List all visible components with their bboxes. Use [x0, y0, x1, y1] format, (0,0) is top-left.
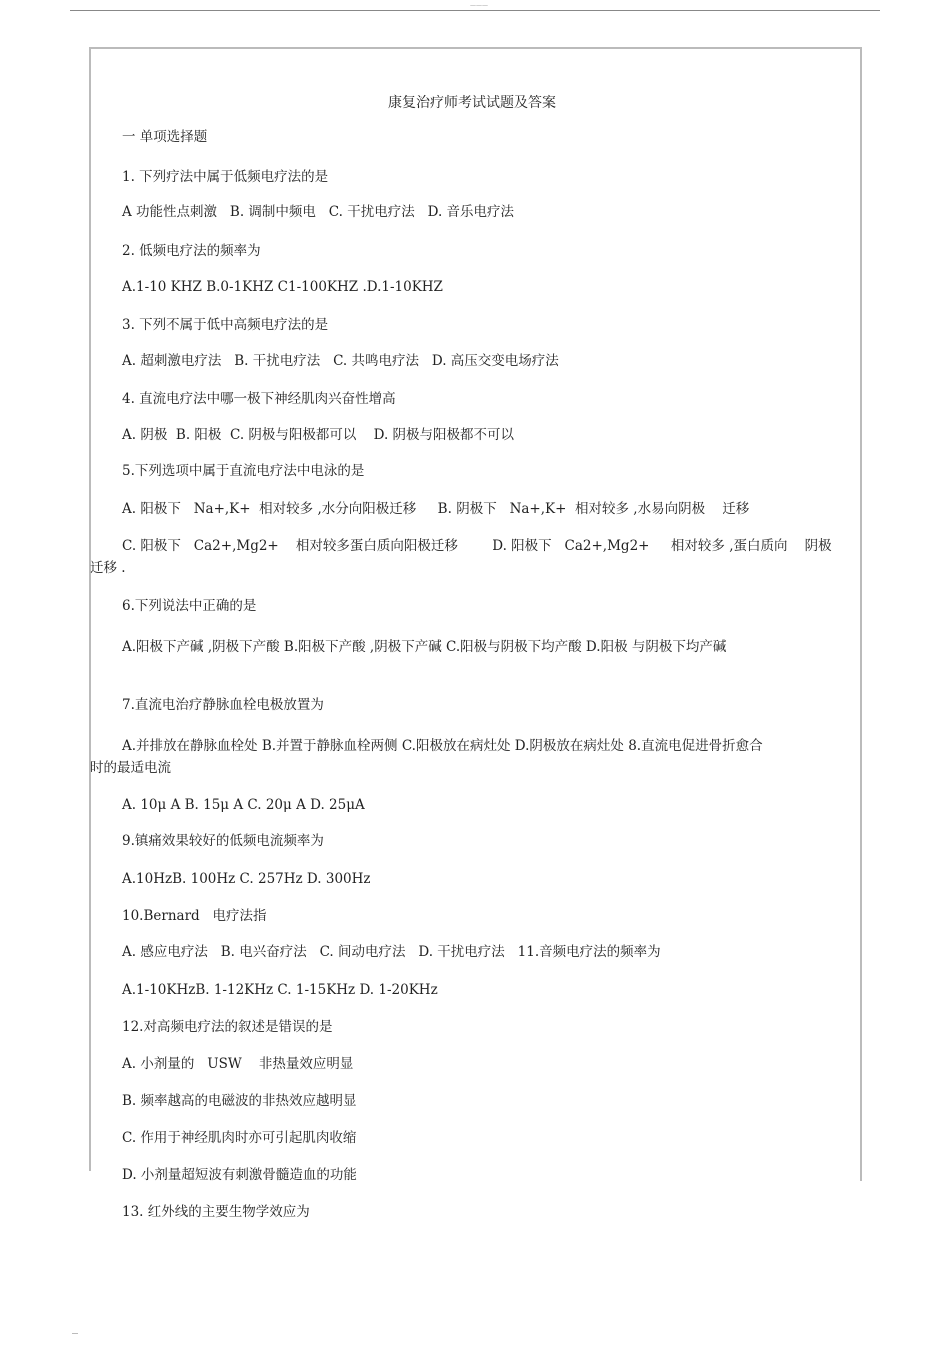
question-8-continued: 时的最适电流: [90, 760, 171, 776]
question-11-options: A.1-10KHzB. 1-12KHz C. 1-15KHz D. 1-20KHz: [122, 982, 438, 998]
question-10: 10.Bernard 电疗法指: [122, 908, 267, 924]
question-1: 1. 下列疗法中属于低频电疗法的是: [122, 169, 329, 185]
question-12: 12.对高频电疗法的叙述是错误的是: [122, 1019, 333, 1035]
question-3: 3. 下列不属于低中高频电疗法的是: [122, 317, 329, 333]
question-13: 13. 红外线的主要生物学效应为: [122, 1204, 310, 1220]
question-10-options: A. 感应电疗法 B. 电兴奋疗法 C. 间动电疗法 D. 干扰电疗法 11.音频电疗法的频率为: [122, 944, 661, 960]
question-9-options: A.10HzB. 100Hz C. 257Hz D. 300Hz: [122, 871, 371, 887]
question-12-option-c: C. 作用于神经肌肉时亦可引起肌肉收缩: [122, 1130, 357, 1146]
question-7: 7.直流电治疗静脉血栓电极放置为: [122, 697, 324, 713]
question-5-options-continued: 迁移 .: [90, 560, 126, 576]
footer-mark: [72, 1333, 78, 1334]
frame-top-border: [90, 47, 862, 49]
question-9: 9.镇痛效果较好的低频电流频率为: [122, 833, 324, 849]
question-1-options: A 功能性点刺激 B. 调制中频电 C. 干扰电疗法 D. 音乐电疗法: [122, 204, 515, 220]
question-12-option-b: B. 频率越高的电磁波的非热效应越明显: [122, 1093, 357, 1109]
question-5-options-ab: A. 阳极下 Na+,K+ 相对较多 ,水分向阳极迁移 B. 阴极下 Na+,K+ 相对较多 ,水易向阴极 迁移: [122, 501, 750, 517]
question-5-options-cd: C. 阳极下 Ca2+,Mg2+ 相对较多蛋白质向阳极迁移 D. 阳极下 Ca2+,Mg2+ 相对较多 ,蛋白质向 阴极: [122, 538, 832, 554]
question-2-options: A.1-10 KHZ B.0-1KHZ C1-100KHZ .D.1-10KHZ: [122, 279, 443, 295]
header-mark: ———: [470, 2, 488, 9]
document-title: 康复治疗师考试试题及答案: [388, 95, 556, 111]
question-12-option-d: D. 小剂量超短波有刺激骨髓造血的功能: [122, 1167, 357, 1183]
frame-right-border: [860, 47, 862, 1181]
frame-left-border: [89, 47, 91, 1171]
question-4-options: A. 阴极 B. 阳极 C. 阴极与阳极都可以 D. 阴极与阳极都不可以: [122, 427, 515, 443]
section-heading: 一 单项选择题: [122, 129, 208, 145]
question-2: 2. 低频电疗法的频率为: [122, 243, 261, 259]
question-5: 5.下列选项中属于直流电疗法中电泳的是: [122, 463, 365, 479]
question-4: 4. 直流电疗法中哪一极下神经肌肉兴奋性增高: [122, 391, 396, 407]
header-rule: [70, 10, 880, 11]
question-7-options: A.并排放在静脉血栓处 B.并置于静脉血栓两侧 C.阳极放在病灶处 D.阴极放在病灶处 8.直流电促进骨折愈合: [122, 738, 763, 754]
question-6-options: A.阳极下产碱 ,阴极下产酸 B.阳极下产酸 ,阴极下产碱 C.阳极与阴极下均产酸 D.阳极 与阴极下均产碱: [122, 639, 727, 655]
question-6: 6.下列说法中正确的是: [122, 598, 257, 614]
question-3-options: A. 超刺激电疗法 B. 干扰电疗法 C. 共鸣电疗法 D. 高压交变电场疗法: [122, 353, 559, 369]
question-8-options: A. 10μ A B. 15μ A C. 20μ A D. 25μA: [122, 797, 365, 813]
question-12-option-a: A. 小剂量的 USW 非热量效应明显: [122, 1056, 354, 1072]
